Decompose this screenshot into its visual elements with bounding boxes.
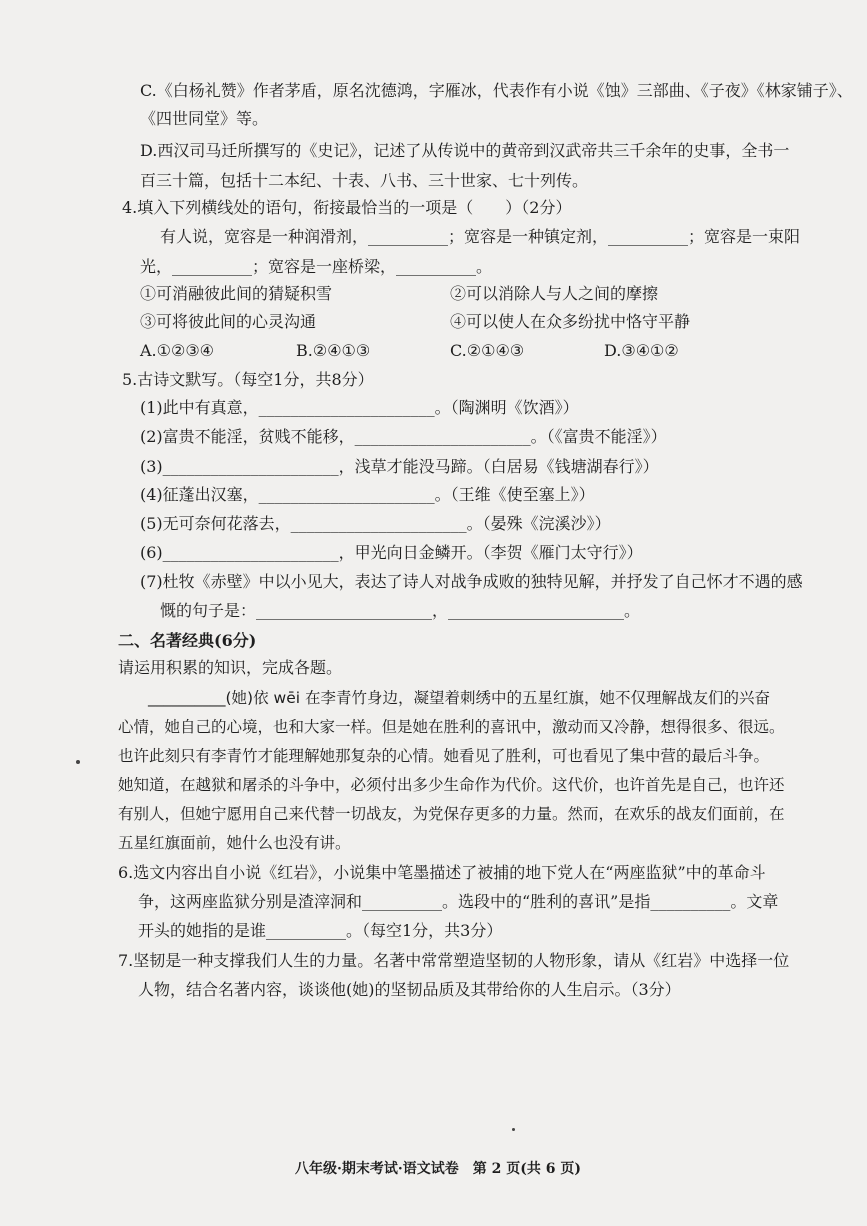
question-6-line-2: 争，这两座监狱分别是渣滓洞和__________。选段中的“胜利的喜讯”是指__________。文章: [138, 892, 779, 911]
poem-item-4: (4)征蓬出汉塞，______________________。（王维《使至塞上》）: [140, 485, 595, 504]
passage-line-2: 心情，她自己的心境，也和大家一样。但是她在胜利的喜讯中，激动而又冷静，想得很多、很远。: [118, 718, 785, 736]
question-6-line-3: 开头的她指的是谁__________。（每空1分，共3分）: [138, 921, 503, 940]
passage-line-1: __________(她)依 wēi 在李青竹身边，凝望着刺绣中的五星红旗，她不仅理解战友们的兴奋: [148, 689, 770, 707]
choice-d: D.③④①②: [604, 341, 679, 360]
question-4-stem: 4.填入下列横线处的语句，衔接最恰当的一项是（ ）（2分）: [122, 198, 572, 217]
poem-item-6: (6)______________________，甲光向日金鳞开。（李贺《雁门太守行》）: [140, 543, 643, 562]
poem-item-3: (3)______________________，浅草才能没马蹄。（白居易《钱塘湖春行》）: [140, 457, 659, 476]
passage-line-3: 也许此刻只有李青竹才能理解她那复杂的心情。她看见了胜利，可也看见了集中营的最后斗争。: [118, 747, 770, 765]
page-footer: 八年级·期末考试·语文试卷 第 2 页(共 6 页): [295, 1161, 581, 1177]
scan-speck: [76, 760, 80, 764]
poem-item-1: (1)此中有真意，______________________。（陶渊明《饮酒》）: [140, 398, 579, 417]
passage-line-5: 有别人，但她宁愿用自己来代替一切战友，为党保存更多的力量。然而，在欢乐的战友们面前，在: [118, 805, 785, 823]
scan-speck: [512, 1128, 515, 1131]
choice-b: B.②④①③: [296, 341, 371, 360]
question-7-line-2: 人物，结合名著内容，谈谈他(她)的坚韧品质及其带给你的人生启示。（3分）: [138, 980, 681, 999]
question-4-passage-2: 光，__________；宽容是一座桥梁，__________。: [140, 257, 493, 276]
option-c-line-1: C.《白杨礼赞》作者茅盾，原名沈德鸿，字雁冰，代表作有小说《蚀》三部曲、《子夜》《林家铺子》、: [140, 81, 853, 100]
poem-item-2: (2)富贵不能淫，贫贱不能移，______________________。（《富贵不能淫》）: [140, 427, 667, 446]
choice-c: C.②①④③: [450, 341, 525, 360]
statement-3: ③可将彼此间的心灵沟通: [140, 312, 317, 331]
poem-item-7-line-1: (7)杜牧《赤壁》中以小见大，表达了诗人对战争成败的独特见解，并抒发了自己怀才不遇的感: [140, 572, 803, 591]
poem-item-7-line-2: 慨的句子是：______________________，______________________。: [160, 601, 641, 620]
question-4-passage-1: 有人说，宽容是一种润滑剂，__________；宽容是一种镇定剂，__________；宽容是一束阳: [160, 227, 801, 246]
section-2-instruction: 请运用积累的知识，完成各题。: [118, 658, 343, 677]
statement-1: ①可消融彼此间的猜疑积雪: [140, 284, 333, 303]
passage-line-6: 五星红旗面前，她什么也没有讲。: [118, 834, 351, 852]
option-d-line-1: D.西汉司马迁所撰写的《史记》，记述了从传说中的黄帝到汉武帝共三千余年的史事，全书一: [140, 141, 790, 160]
section-2-heading: 二、名著经典(6分): [118, 631, 257, 650]
statement-2: ②可以消除人与人之间的摩擦: [450, 284, 659, 303]
passage-line-4: 她知道，在越狱和屠杀的斗争中，必须付出多少生命作为代价。这代价，也许首先是自己，也许还: [118, 776, 785, 794]
choice-a: A.①②③④: [140, 341, 215, 360]
option-c-line-2: 《四世同堂》等。: [140, 109, 269, 128]
option-d-line-2: 百三十篇，包括十二本纪、十表、八书、三十世家、七十列传。: [140, 171, 589, 190]
question-6-line-1: 6.选文内容出自小说《红岩》，小说集中笔墨描述了被捕的地下党人在“两座监狱”中的革命斗: [118, 863, 766, 882]
statement-4: ④可以使人在众多纷扰中恪守平静: [450, 312, 691, 331]
poem-item-5: (5)无可奈何花落去，______________________。（晏殊《浣溪沙》）: [140, 514, 611, 533]
question-5-stem: 5.古诗文默写。（每空1分，共8分）: [122, 370, 374, 389]
question-7-line-1: 7.坚韧是一种支撑我们人生的力量。名著中常常塑造坚韧的人物形象，请从《红岩》中选择一位: [118, 951, 790, 970]
